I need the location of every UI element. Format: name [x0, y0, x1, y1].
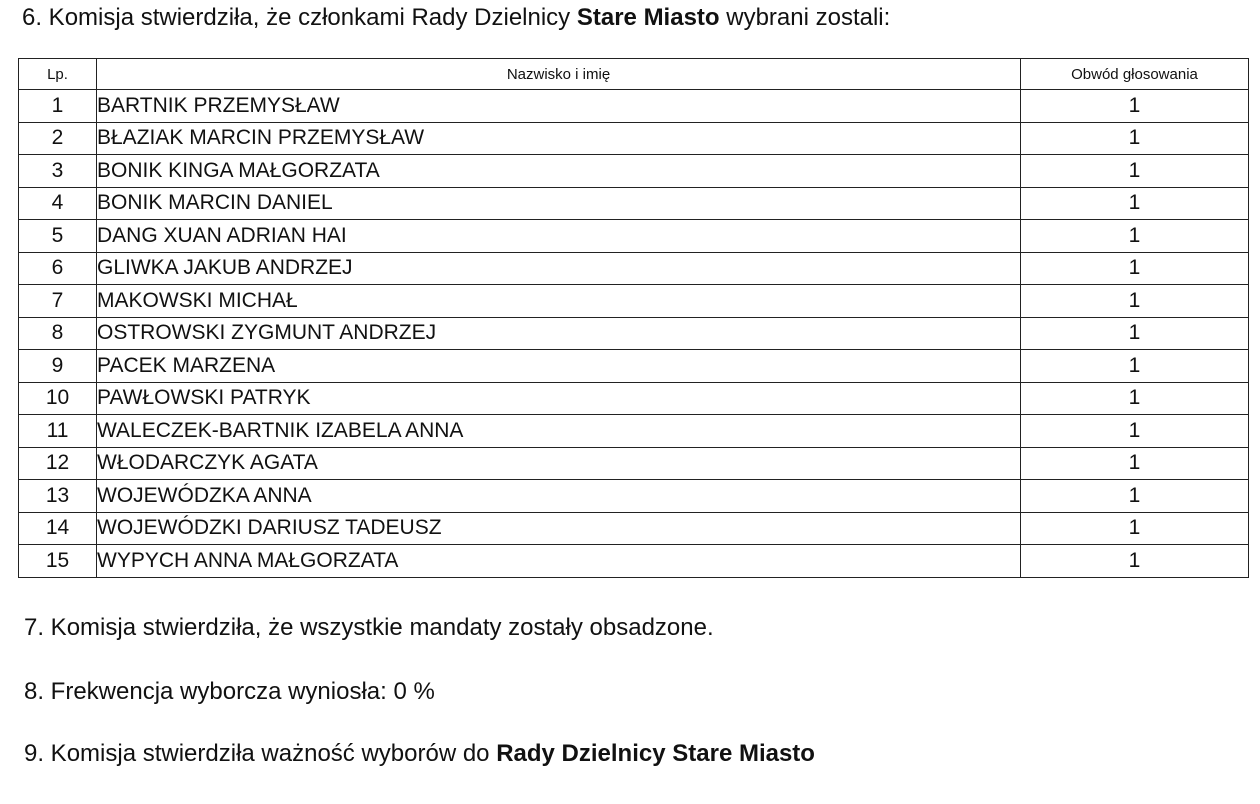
cell-name: WOJEWÓDZKA ANNA — [97, 480, 1021, 513]
cell-lp: 7 — [19, 285, 97, 318]
cell-lp: 2 — [19, 122, 97, 155]
section-7-text: 7. Komisja stwierdziła, że wszystkie mandaty zostały obsadzone. — [24, 614, 714, 641]
cell-name: BONIK KINGA MAŁGORZATA — [97, 155, 1021, 188]
cell-lp: 6 — [19, 252, 97, 285]
cell-lp: 9 — [19, 350, 97, 383]
section-9-text — [24, 740, 815, 768]
cell-lp: 10 — [19, 382, 97, 415]
table-row — [19, 122, 1249, 155]
cell-district: 1 — [1021, 512, 1249, 545]
cell-district: 1 — [1021, 187, 1249, 220]
table-row — [19, 220, 1249, 253]
cell-name: BŁAZIAK MARCIN PRZEMYSŁAW — [97, 122, 1021, 155]
cell-name: BONIK MARCIN DANIEL — [97, 187, 1021, 220]
cell-name: BARTNIK PRZEMYSŁAW — [97, 90, 1021, 123]
cell-lp: 4 — [19, 187, 97, 220]
section-8-text: 8. Frekwencja wyborcza wyniosła: 0 % — [24, 678, 435, 705]
cell-district: 1 — [1021, 122, 1249, 155]
cell-name: MAKOWSKI MICHAŁ — [97, 285, 1021, 318]
cell-lp: 12 — [19, 447, 97, 480]
cell-district: 1 — [1021, 447, 1249, 480]
table-row — [19, 252, 1249, 285]
cell-lp: 1 — [19, 90, 97, 123]
table-row — [19, 545, 1249, 578]
header-name: Nazwisko i imię — [97, 59, 1021, 90]
cell-district: 1 — [1021, 285, 1249, 318]
cell-name: PAWŁOWSKI PATRYK — [97, 382, 1021, 415]
table-row — [19, 155, 1249, 188]
table-row — [19, 512, 1249, 545]
table-row — [19, 285, 1249, 318]
cell-name: OSTROWSKI ZYGMUNT ANDRZEJ — [97, 317, 1021, 350]
cell-name: WALECZEK-BARTNIK IZABELA ANNA — [97, 415, 1021, 448]
cell-district: 1 — [1021, 155, 1249, 188]
cell-name: WYPYCH ANNA MAŁGORZATA — [97, 545, 1021, 578]
cell-lp: 15 — [19, 545, 97, 578]
cell-name: PACEK MARZENA — [97, 350, 1021, 383]
cell-lp: 13 — [19, 480, 97, 513]
cell-district: 1 — [1021, 252, 1249, 285]
heading-suffix: wybrani zostali: — [719, 4, 891, 31]
cell-district: 1 — [1021, 545, 1249, 578]
cell-lp: 8 — [19, 317, 97, 350]
header-district: Obwód głosowania — [1021, 59, 1249, 90]
table-row — [19, 317, 1249, 350]
heading-bold-district: Stare Miasto — [576, 4, 720, 31]
cell-name: WŁODARCZYK AGATA — [97, 447, 1021, 480]
cell-lp: 14 — [19, 512, 97, 545]
table-row — [19, 187, 1249, 220]
section-9-prefix: 9. Komisja stwierdziła ważność wyborów do — [24, 740, 497, 767]
section-6-heading — [22, 4, 890, 32]
cell-lp: 5 — [19, 220, 97, 253]
table-row — [19, 382, 1249, 415]
cell-district: 1 — [1021, 317, 1249, 350]
table-header-row — [19, 59, 1249, 90]
table-row — [19, 480, 1249, 513]
table-row — [19, 350, 1249, 383]
cell-district: 1 — [1021, 220, 1249, 253]
table-row — [19, 90, 1249, 123]
heading-prefix: 6. Komisja stwierdziła, że członkami Rady Dzielnicy — [22, 4, 577, 31]
cell-name: DANG XUAN ADRIAN HAI — [97, 220, 1021, 253]
elected-members-table — [18, 58, 1249, 578]
cell-lp: 3 — [19, 155, 97, 188]
table-row — [19, 415, 1249, 448]
cell-district: 1 — [1021, 382, 1249, 415]
cell-district: 1 — [1021, 415, 1249, 448]
cell-lp: 11 — [19, 415, 97, 448]
header-lp: Lp. — [19, 59, 97, 90]
cell-district: 1 — [1021, 90, 1249, 123]
cell-district: 1 — [1021, 350, 1249, 383]
cell-district: 1 — [1021, 480, 1249, 513]
cell-name: WOJEWÓDZKI DARIUSZ TADEUSZ — [97, 512, 1021, 545]
section-9-bold: Rady Dzielnicy Stare Miasto — [496, 740, 815, 767]
cell-name: GLIWKA JAKUB ANDRZEJ — [97, 252, 1021, 285]
table-body — [19, 90, 1249, 578]
table-row — [19, 447, 1249, 480]
